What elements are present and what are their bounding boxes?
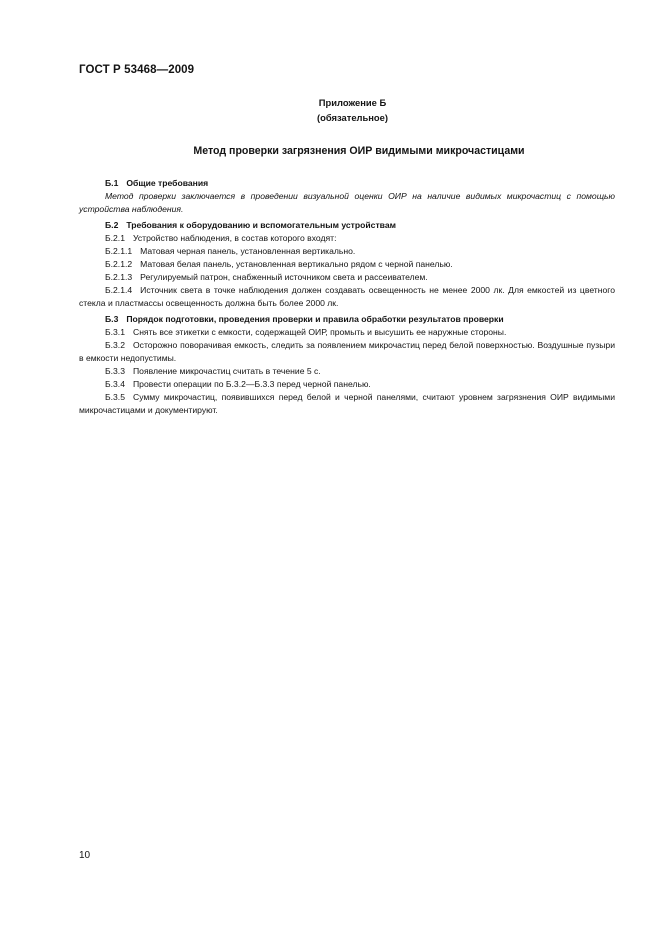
annex-heading bbox=[200, 95, 505, 125]
clause-text: Сумму микрочастиц, появившихся перед белой и черной панелями, считают уровнем загрязнения ОИР видимыми микрочастицами и документируют. bbox=[79, 392, 615, 415]
page-number: 10 bbox=[79, 850, 91, 861]
section-title: Требования к оборудованию и вспомогательным устройствам bbox=[126, 220, 396, 230]
section-number: Б.3 bbox=[105, 314, 119, 324]
clause-b3-4 bbox=[79, 378, 615, 391]
clause-number: Б.2.1.3 bbox=[105, 272, 133, 282]
clause-text: Устройство наблюдения, в состав которого входят: bbox=[132, 233, 337, 243]
clause-number: Б.3.5 bbox=[105, 392, 125, 402]
document-body bbox=[79, 177, 615, 417]
clause-text: Осторожно поворачивая емкость, следить за появлением микрочастиц перед белой поверхностью. Воздушные пузыри в емкости недопустимы. bbox=[79, 340, 615, 363]
clause-number: Б.3.4 bbox=[105, 379, 125, 389]
clause-text: Источник света в точке наблюдения должен создавать освещенность не менее 2000 лк. Для емкостей из цветного стекла и пластмассы освещенность должна быть более 2000 лк. bbox=[79, 285, 615, 308]
section-number: Б.1 bbox=[105, 178, 119, 188]
clause-b3-3 bbox=[79, 365, 615, 378]
clause-b3-5 bbox=[79, 391, 615, 417]
standard-header: ГОСТ Р 53468—2009 bbox=[79, 64, 195, 76]
clause-number: Б.2.1.2 bbox=[105, 259, 133, 269]
clause-b2-1-1 bbox=[79, 245, 615, 258]
clause-number: Б.3.1 bbox=[105, 327, 125, 337]
clause-number: Б.3.3 bbox=[105, 366, 125, 376]
clause-text: Снять все этикетки с емкости, содержащей ОИР, промыть и высушить ее наружные стороны. bbox=[132, 327, 507, 337]
clause-text: Регулируемый патрон, снабженный источником света и рассеивателем. bbox=[140, 272, 428, 282]
clause-number: Б.2.1.4 bbox=[105, 285, 133, 295]
clause-text: Матовая белая панель, установленная вертикально рядом с черной панелью. bbox=[140, 259, 453, 269]
clause-b3-1 bbox=[79, 326, 615, 339]
clause-text: Матовая черная панель, установленная вертикально. bbox=[140, 246, 356, 256]
clause-number: Б.2.1 bbox=[105, 233, 125, 243]
section-number: Б.2 bbox=[105, 220, 119, 230]
section-heading-b2 bbox=[79, 219, 615, 232]
clause-number: Б.2.1.1 bbox=[105, 246, 133, 256]
annex-status: (обязательное) bbox=[317, 112, 388, 123]
section-title: Общие требования bbox=[126, 178, 209, 188]
clause-b2-1-2 bbox=[79, 258, 615, 271]
section-heading-b1 bbox=[79, 177, 615, 190]
clause-b3-2 bbox=[79, 339, 615, 365]
clause-b2-1 bbox=[79, 232, 615, 245]
clause-number: Б.3.2 bbox=[105, 340, 125, 350]
clause-b2-1-4 bbox=[79, 284, 615, 310]
clause-text: Провести операции по Б.3.2—Б.3.3 перед черной панелью. bbox=[132, 379, 371, 389]
document-title: Метод проверки загрязнения ОИР видимыми микрочастицами bbox=[193, 145, 525, 157]
clause-b2-1-3 bbox=[79, 271, 615, 284]
annex-title: Приложение Б bbox=[318, 97, 387, 108]
section-text-b1: Метод проверки заключается в проведении визуальной оценки ОИР на наличие видимых микрочастиц с помощью устройства наблюдения. bbox=[79, 191, 615, 214]
section-title: Порядок подготовки, проведения проверки и правила обработки результатов проверки bbox=[126, 314, 504, 324]
section-heading-b3 bbox=[79, 313, 615, 326]
clause-text: Появление микрочастиц считать в течение 5 с. bbox=[132, 366, 321, 376]
